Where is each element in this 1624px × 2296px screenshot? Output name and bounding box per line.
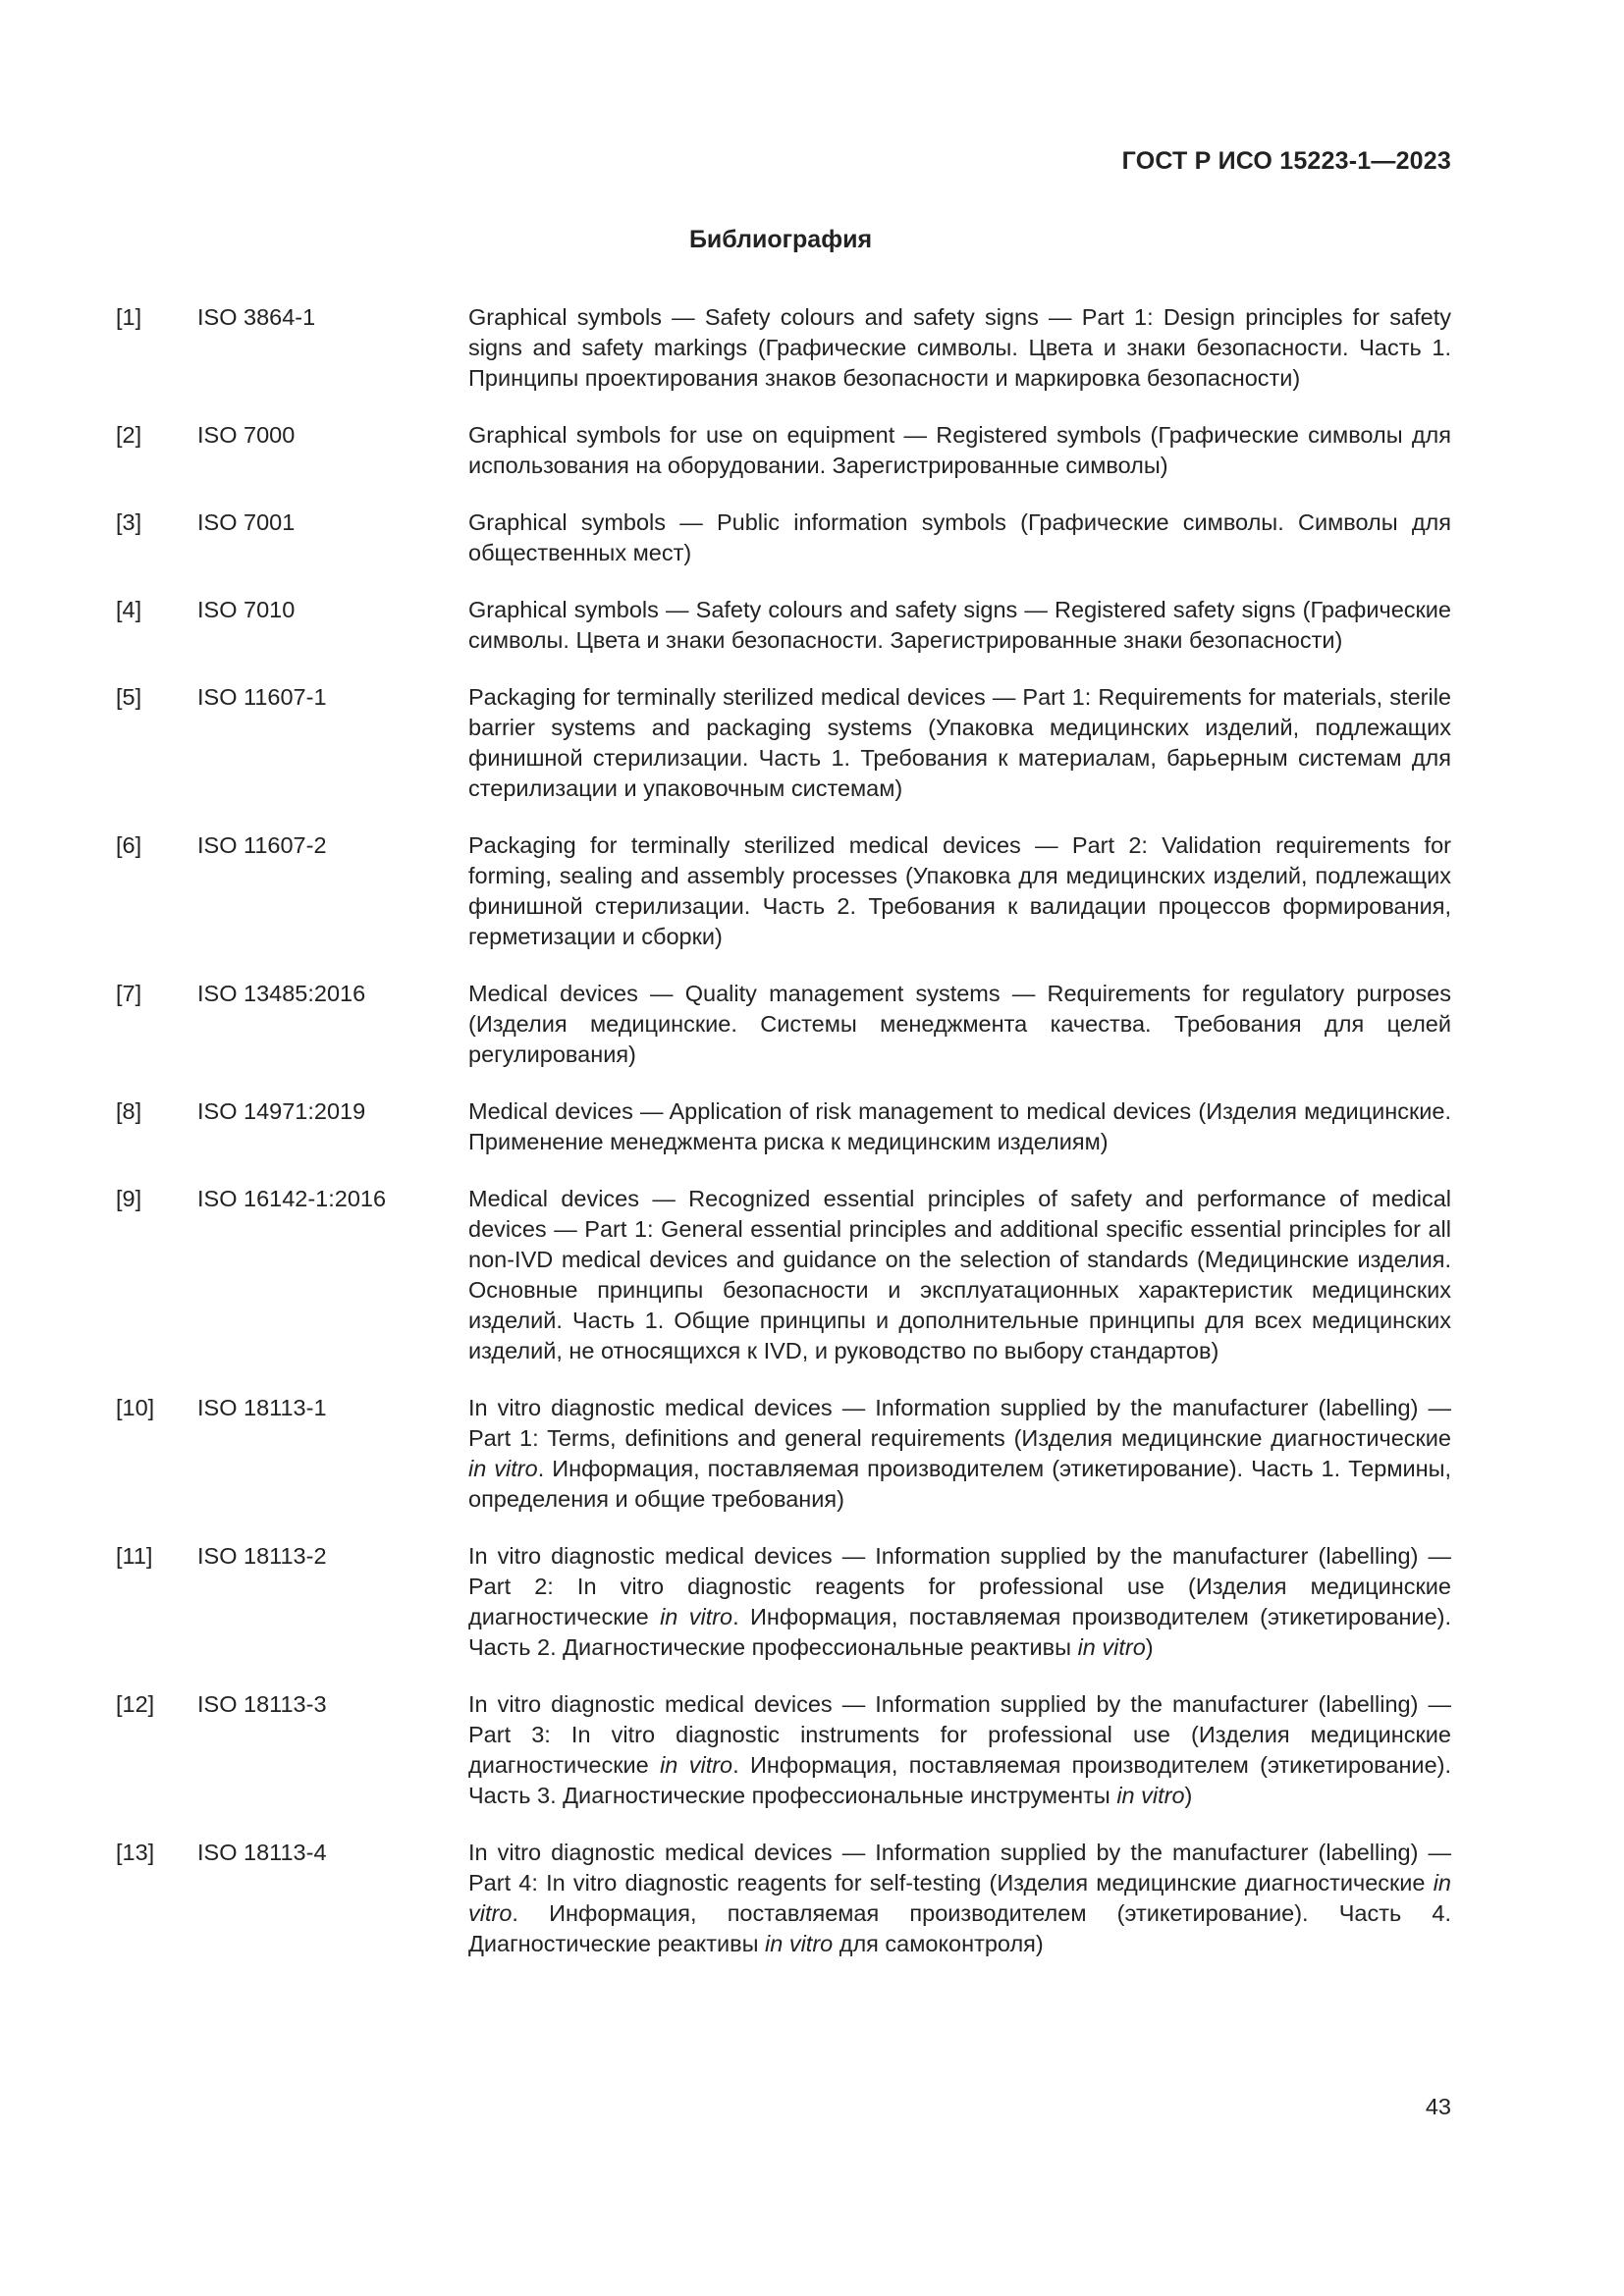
entry-title-italic: in vitro <box>468 1870 1451 1926</box>
bibliography-entry <box>116 979 1451 1070</box>
bibliography-entry <box>116 682 1451 804</box>
entry-standard-code: ISO 13485:2016 <box>197 981 366 1006</box>
entry-title-segment: Graphical symbols — Safety colours and safety signs — Registered safety signs (Графические символы. Цвета и знаки безопасности. Зарегистрированные знаки безопасности) <box>468 597 1451 653</box>
entry-title-segment: In vitro diagnostic medical devices — Information supplied by the manufacturer (labelling) — Part 2: In vitro diagnostic reagents for professional use (Изделия медицинские диагностические <box>468 1543 1451 1629</box>
document-code: ГОСТ Р ИСО 15223-1—2023 <box>1121 147 1451 175</box>
entry-title <box>468 1393 1451 1515</box>
entry-title-segment: In vitro diagnostic medical devices — Information supplied by the manufacturer (labelling) — Part 1: Terms, definitions and general requirements (Изделия медицинские диагностические <box>468 1395 1451 1451</box>
entry-title-segment: . Информация, поставляемая производителем (этикетирование). Часть 1. Термины, определения и общие требования) <box>468 1456 1451 1512</box>
entry-title <box>468 682 1451 804</box>
page-number: 43 <box>1425 2094 1451 2119</box>
bibliography-entry <box>116 830 1451 952</box>
entry-number: [11] <box>116 1543 153 1569</box>
entry-title-segment: . Информация, поставляемая производителем (этикетирование). Часть 2. Диагностические профессиональные реактивы <box>468 1604 1451 1660</box>
page-title: Библиография <box>688 226 873 253</box>
entry-title <box>468 1541 1451 1663</box>
bibliography-list <box>116 302 1451 1959</box>
entry-number: [7] <box>116 981 142 1006</box>
bibliography-entry <box>116 1689 1451 1811</box>
entry-title <box>468 1689 1451 1811</box>
entry-title-segment: Packaging for terminally sterilized medical devices — Part 1: Requirements for materials, sterile barrier systems and packaging systems (Упаковка медицинских изделий, подлежащих финишной стерилизации. Часть 1. Требования к материалам, барьерным системам для стерилизации и упаковочным системам) <box>468 684 1451 801</box>
entry-number: [10] <box>116 1395 155 1420</box>
bibliography-entry <box>116 1184 1451 1366</box>
entry-title-segment: In vitro diagnostic medical devices — Information supplied by the manufacturer (labelling) — Part 3: In vitro diagnostic instruments for professional use (Изделия медицинские диагностические <box>468 1691 1451 1778</box>
entry-title-italic: in vitro <box>1077 1634 1146 1660</box>
entry-title-segment: Medical devices — Quality management systems — Requirements for regulatory purposes (Изделия медицинские. Системы менеджмента качества. Требования для целей регулирования) <box>468 981 1451 1067</box>
entry-number: [1] <box>116 304 142 330</box>
entry-title-segment: . Информация, поставляемая производителем (этикетирование). Часть 4. Диагностические реактивы <box>468 1900 1451 1956</box>
entry-standard-code: ISO 11607-2 <box>197 832 327 858</box>
entry-title-segment: Graphical symbols — Safety colours and safety signs — Part 1: Design principles for safety signs and safety markings (Графические символы. Цвета и знаки безопасности. Часть 1. Принципы проектирования знаков безопасности и маркировка безопасности) <box>468 304 1451 391</box>
entry-title <box>468 1096 1451 1157</box>
entry-title <box>468 507 1451 568</box>
bibliography-entry <box>116 1541 1451 1663</box>
bibliography-entry <box>116 1096 1451 1157</box>
entry-number: [5] <box>116 684 142 710</box>
bibliography-entry <box>116 507 1451 568</box>
entry-number: [13] <box>116 1840 155 1865</box>
entry-title-segment: In vitro diagnostic medical devices — Information supplied by the manufacturer (labelling) — Part 4: In vitro diagnostic reagents for self-testing (Изделия медицинские диагностические <box>468 1840 1451 1896</box>
entry-standard-code: ISO 7010 <box>197 597 296 622</box>
entry-title-segment: Medical devices — Application of risk management to medical devices (Изделия медицинские. Применение менеджмента риска к медицинским изделиям) <box>468 1098 1451 1154</box>
entry-title-italic: in vitro <box>1116 1783 1185 1808</box>
entry-title-italic: in vitro <box>660 1752 733 1778</box>
entry-title <box>468 1838 1451 1959</box>
bibliography-entry <box>116 1838 1451 1959</box>
entry-standard-code: ISO 18113-1 <box>197 1395 327 1420</box>
entry-standard-code: ISO 18113-2 <box>197 1543 327 1569</box>
entry-standard-code: ISO 7000 <box>197 422 296 448</box>
entry-title-segment: Packaging for terminally sterilized medical devices — Part 2: Validation requirements for forming, sealing and assembly processes (Упаковка для медицинских изделий, подлежащих финишной стерилизации. Часть 2. Требования к валидации процессов формирования, герметизации и сборки) <box>468 832 1451 949</box>
entry-title-italic: in vitro <box>468 1456 538 1481</box>
entry-standard-code: ISO 7001 <box>197 509 296 535</box>
bibliography-entry <box>116 302 1451 394</box>
entry-standard-code: ISO 14971:2019 <box>197 1098 366 1124</box>
entry-number: [2] <box>116 422 142 448</box>
entry-title-segment: ) <box>1184 1783 1193 1808</box>
bibliography-entry <box>116 595 1451 656</box>
entry-number: [12] <box>116 1691 155 1717</box>
entry-title <box>468 595 1451 656</box>
entry-number: [6] <box>116 832 142 858</box>
entry-standard-code: ISO 3864-1 <box>197 304 316 330</box>
entry-number: [3] <box>116 509 142 535</box>
entry-title-italic: in vitro <box>660 1604 733 1629</box>
entry-title-segment: Medical devices — Recognized essential principles of safety and performance of medical devices — Part 1: General essential principles and additional specific essential principles for all non-IVD medical devices and guidance on the selection of standards (Медицинские изделия. Основные принципы безопасности и эксплуатационных характеристик медицинских изделий. Часть 1. Общие принципы и дополнительные принципы для всех медицинских изделий, не относящихся к IVD, и руководство по выбору стандартов) <box>468 1186 1451 1363</box>
entry-title-segment: для самоконтроля) <box>833 1931 1044 1956</box>
entry-title-segment: ) <box>1145 1634 1154 1660</box>
entry-title <box>468 302 1451 394</box>
entry-standard-code: ISO 18113-4 <box>197 1840 327 1865</box>
entry-title-segment: Graphical symbols — Public information symbols (Графические символы. Символы для общественных мест) <box>468 509 1451 565</box>
entry-number: [9] <box>116 1186 142 1211</box>
entry-standard-code: ISO 11607-1 <box>197 684 327 710</box>
entry-title-segment: Graphical symbols for use on equipment — Registered symbols (Графические символы для использования на оборудовании. Зарегистрированные символы) <box>468 422 1451 478</box>
entry-title <box>468 1184 1451 1366</box>
entry-standard-code: ISO 16142-1:2016 <box>197 1186 387 1211</box>
entry-number: [8] <box>116 1098 142 1124</box>
entry-number: [4] <box>116 597 142 622</box>
entry-title <box>468 979 1451 1070</box>
entry-title-segment: . Информация, поставляемая производителем (этикетирование). Часть 3. Диагностические профессиональные инструменты <box>468 1752 1451 1808</box>
entry-title-italic: in vitro <box>765 1931 834 1956</box>
bibliography-entry <box>116 420 1451 481</box>
entry-title <box>468 830 1451 952</box>
bibliography-entry <box>116 1393 1451 1515</box>
entry-title <box>468 420 1451 481</box>
entry-standard-code: ISO 18113-3 <box>197 1691 327 1717</box>
